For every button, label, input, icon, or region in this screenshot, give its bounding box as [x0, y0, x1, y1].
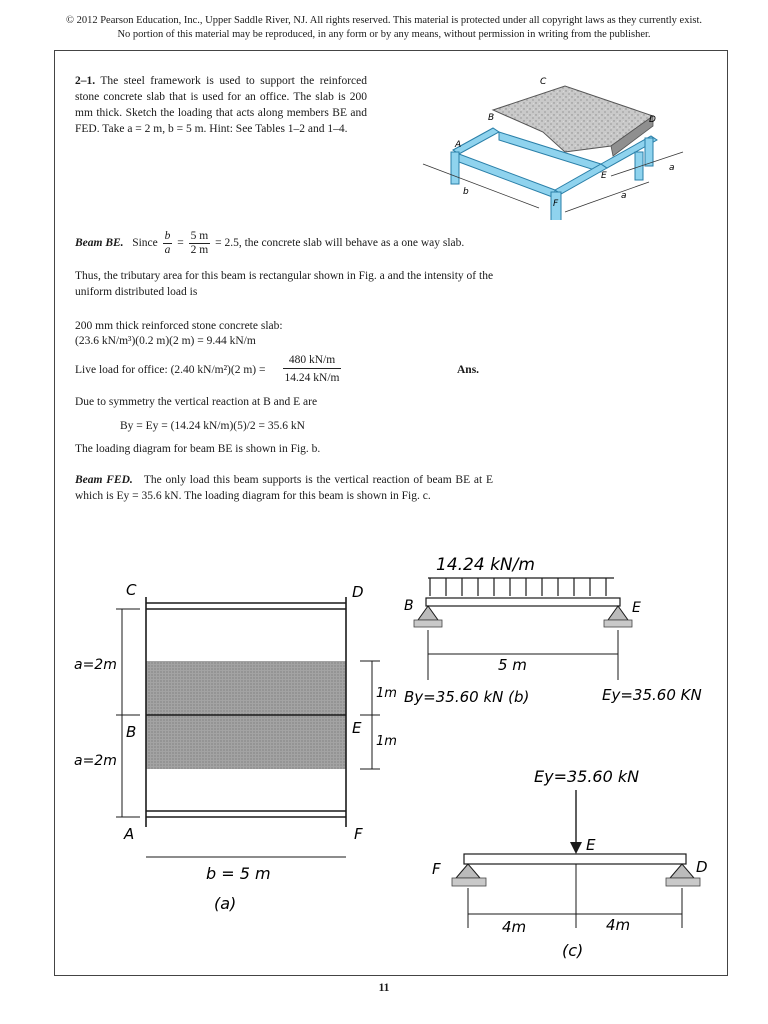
label-A: A	[455, 140, 462, 150]
ans-label: Ans.	[457, 364, 480, 376]
pin-support-B	[418, 606, 438, 620]
slab-load-calc: (23.6 kN/m³)(0.2 m)(2 m) = 9.44 kN/m	[75, 335, 256, 347]
fig-b-E: E	[632, 600, 641, 616]
beam-fed-body: The only load this beam supports is the vertical reaction of beam BE at E which is Ey = 35.6 kN. The loading diagram for this beam is shown in Fig. c.	[75, 474, 493, 502]
fig-a-A: A	[124, 825, 135, 843]
label-C: C	[540, 77, 547, 87]
fig-b-By: By=35.60 kN (b)	[404, 688, 530, 706]
label-D: D	[649, 115, 656, 125]
fig-a-D: D	[352, 583, 364, 601]
fig-a-F: F	[354, 825, 363, 843]
roller-support-D	[670, 864, 694, 878]
fig-a-1m-lower: 1m	[376, 734, 397, 749]
page-number: 11	[378, 982, 390, 994]
beam-fed-heading: Beam FED.	[75, 474, 133, 486]
frac-a: a	[164, 244, 171, 256]
live-load-text: Live load for office: (2.40 kN/m²)(2 m) =	[75, 364, 266, 376]
fig-c-beam-fed	[428, 760, 718, 965]
fig-c-E: E	[586, 836, 596, 854]
fig-a-E: E	[352, 719, 362, 737]
frac-b: b	[164, 230, 171, 242]
label-b: b	[463, 187, 469, 197]
since-word: Since	[132, 237, 158, 250]
label-F: F	[553, 199, 559, 209]
fig-b-load: 14.24 kN/m	[436, 555, 535, 575]
fig-a-tributary-area	[70, 575, 400, 935]
total-load-value: 14.24 kN/m	[284, 372, 340, 384]
fig-c-caption: (c)	[562, 941, 584, 960]
fig-b-beam-be	[400, 548, 710, 718]
beam-be-member	[426, 598, 620, 606]
roller-support-E	[608, 606, 628, 620]
beam-be-heading: Beam BE.	[75, 237, 124, 250]
fig-a-b-dim: b = 5 m	[206, 864, 271, 883]
fig-c-span2: 4m	[606, 916, 631, 934]
problem-statement	[75, 73, 367, 137]
framework-figure	[415, 72, 705, 220]
label-E: E	[601, 171, 607, 181]
live-load-value: 480 kN/m	[283, 352, 341, 369]
beam-fed-member	[464, 854, 686, 864]
fig-a-a2: a=2m	[74, 753, 117, 769]
frac-5m: 5 m	[190, 230, 209, 242]
fig-a-B: B	[126, 723, 137, 741]
label-a-lower: a	[621, 191, 627, 201]
fig-c-F: F	[432, 860, 441, 878]
slab-load-title: 200 mm thick reinforced stone concrete slab:	[75, 320, 283, 332]
fig-a-a1: a=2m	[74, 657, 117, 673]
fig-a-1m-upper: 1m	[376, 686, 397, 701]
fig-c-D: D	[696, 858, 708, 876]
fig-c-span1: 4m	[502, 918, 527, 936]
problem-text: The steel framework is used to support the reinforced stone concrete slab that is used for an office. The slab is 200 mm thick. Sketch the loading that acts along members BE and FED. Take a = 2 m, b = 5 m. Hint: See Tables 1–2 and 1–4.	[75, 75, 367, 135]
point-load-arrow	[570, 842, 582, 854]
pin-support-F	[456, 864, 480, 878]
diagram-note: The loading diagram for beam BE is shown in Fig. b.	[75, 443, 321, 455]
frac-2m: 2 m	[190, 244, 209, 256]
label-B: B	[488, 113, 495, 123]
fig-a-caption: (a)	[214, 894, 237, 913]
beam-fed-text	[75, 472, 493, 504]
fig-b-Ey: Ey=35.60 KN	[602, 686, 702, 704]
label-a-upper: a	[669, 163, 675, 173]
problem-number: 2–1.	[75, 75, 96, 87]
fig-a-C: C	[126, 581, 137, 599]
reaction-equation: By = Ey = (14.24 kN/m)(5)/2 = 35.6 kN	[120, 420, 305, 432]
fig-c-load: Ey=35.60 kN	[534, 767, 640, 786]
fig-b-span: 5 m	[498, 656, 527, 674]
copyright-notice: © 2012 Pearson Education, Inc., Upper Saddle River, NJ. All rights reserved. This material is protected under all copyright laws as they currently exist. No portion of this material may be reproduced, in any form or by any means, without permission in writing from the publisher.	[65, 15, 703, 40]
fig-b-B: B	[404, 598, 414, 614]
symmetry-text: Due to symmetry the vertical reaction at B and E are	[75, 396, 318, 408]
tributary-text: Thus, the tributary area for this beam is rectangular shown in Fig. a and the intensity of the uniform distributed load is	[75, 270, 494, 298]
equals-sign: =	[177, 237, 184, 250]
beam-be-ratio	[75, 230, 495, 257]
one-way-conclusion: = 2.5, the concrete slab will behave as a one way slab.	[215, 237, 465, 250]
